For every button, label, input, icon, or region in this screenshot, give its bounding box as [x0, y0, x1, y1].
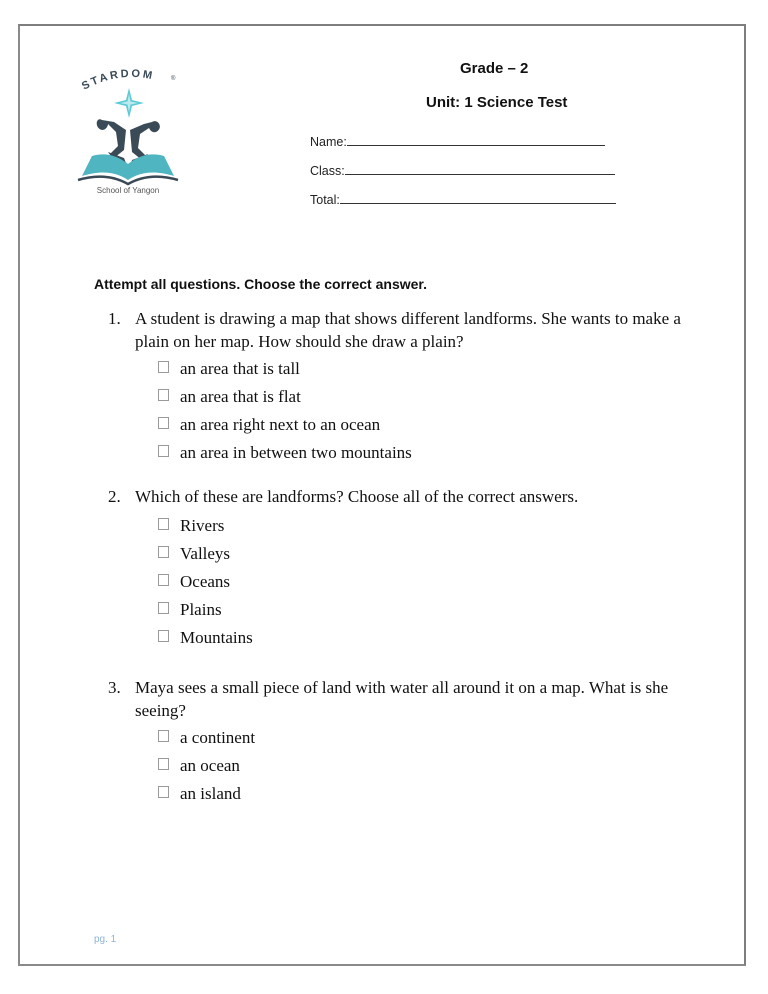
option-label: an area that is tall [180, 359, 300, 378]
open-book-icon [78, 154, 178, 184]
option-label: Plains [180, 600, 222, 619]
question-text: Maya sees a small piece of land with water all around it on a map. What is she seeing? [135, 678, 669, 720]
option-label: an area in between two mountains [180, 443, 412, 462]
checkbox[interactable] [158, 445, 169, 457]
question-text: Which of these are landforms? Choose all of the correct answers. [135, 487, 579, 506]
name-blank-line[interactable] [347, 133, 605, 146]
unit-title: Unit: 1 Science Test [426, 94, 568, 111]
option-label: an ocean [180, 756, 240, 775]
checkbox[interactable] [158, 630, 169, 642]
option-label: Rivers [180, 516, 225, 535]
question-number: 2. [108, 487, 121, 506]
star-icon [114, 88, 144, 118]
page-number: pg. 1 [94, 934, 117, 945]
name-field[interactable] [310, 133, 605, 149]
question-text: A student is drawing a map that shows different landforms. She wants to make a plain on her map. How should she draw a plain? [135, 309, 681, 351]
checkbox[interactable] [158, 417, 169, 429]
class-label: Class: [310, 164, 345, 178]
total-field[interactable] [310, 191, 616, 207]
class-blank-line[interactable] [345, 162, 615, 175]
school-logo [72, 58, 182, 198]
stardom-book-logo-icon [72, 58, 182, 188]
question-number: 3. [108, 678, 121, 697]
checkbox[interactable] [158, 574, 169, 586]
logo-caption: School of Yangon [96, 186, 160, 195]
name-label: Name: [310, 135, 347, 149]
checkbox[interactable] [158, 730, 169, 742]
checkbox[interactable] [158, 602, 169, 614]
logo-brand-text: STARDOM [79, 67, 156, 93]
checkbox[interactable] [158, 389, 169, 401]
option-label: an area that is flat [180, 387, 301, 406]
class-field[interactable] [310, 162, 615, 178]
checkbox[interactable] [158, 518, 169, 530]
question-number: 1. [108, 309, 121, 328]
option-label: Valleys [180, 544, 231, 563]
total-blank-line[interactable] [340, 191, 616, 204]
checkbox[interactable] [158, 758, 169, 770]
checkbox[interactable] [158, 786, 169, 798]
grade-title: Grade – 2 [460, 60, 529, 77]
instructions: Attempt all questions. Choose the correct answer. [94, 276, 427, 292]
total-label: Total: [310, 193, 340, 207]
checkbox[interactable] [158, 361, 169, 373]
option-label: a continent [180, 728, 256, 747]
registered-mark: ® [171, 76, 176, 82]
option-label: Oceans [180, 572, 231, 591]
checkbox[interactable] [158, 546, 169, 558]
svg-text:STARDOM [80, 68, 156, 93]
option-label: an island [180, 784, 241, 803]
option-label: an area right next to an ocean [180, 415, 381, 434]
option-label: Mountains [180, 628, 253, 647]
